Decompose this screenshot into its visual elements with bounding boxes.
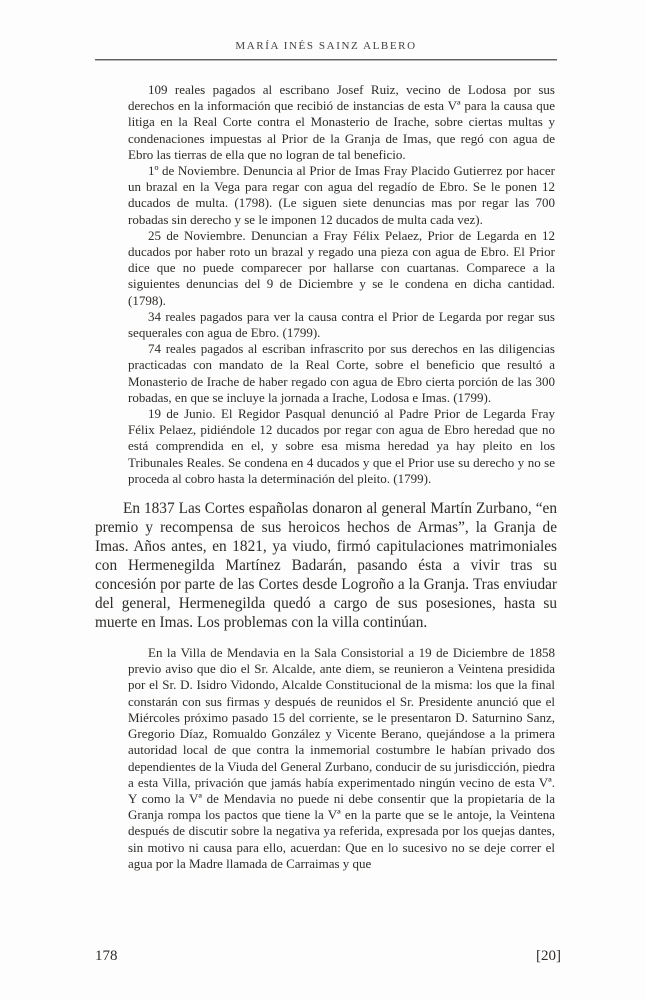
section-number: [20] [536, 948, 561, 964]
quote-paragraph: 109 reales pagados al escribano Josef Ruiz, vecino de Lodosa por sus derechos en la información que recibió de instancias de esta Vª para la causa que litiga en la Real Corte contra el Monasterio de Irache, sobre ciertas multas y condenaciones impuestas al Prior de la Granja de Imas, que regó con agua de Ebro las tierras de ella que no logran de tal beneficio. [128, 82, 555, 162]
page-footer [95, 948, 561, 965]
quote-paragraph: 34 reales pagados para ver la causa contra el Prior de Legarda por regar sus sequerales con agua de Ebro. (1799). [128, 308, 555, 341]
quote-block-1 [128, 82, 555, 487]
text-column [95, 40, 557, 872]
header-rule [95, 59, 557, 61]
running-header-title: MARÍA INÉS SAINZ ALBERO [235, 40, 417, 52]
quote-paragraph: En la Villa de Mendavia en la Sala Consistorial a 19 de Diciembre de 1858 previo aviso que dio el Sr. Alcalde, ante diem, se reunieron a Veintena presidida por el Sr. D. Isidro Vidondo, Alcalde Constitucional de la misma: los que la final constarán con sus firmas y después de reunidos el Sr. Presidente anunció que el Miércoles próximo pasado 15 del corriente, se le presentaron D. Saturnino Sanz, Gregorio Díaz, Romualdo González y Vicente Berano, quejándose a la primera autoridad local de que contra la inmemorial costumbre le habían privado dos dependientes de la Viuda del General Zurbano, conducir de su jurisdicción, piedra a esta Villa, privación que jamás había experimentado ningún vecino de esta Vª. Y como la Vª de Mendavia no puede ni debe consentir que la propietaria de la Granja rompa los pactos que tiene la Vª en la parte que se le antoje, la Veintena después de discutir sobre la negativa ya referida, expresada por los quejas dantes, sin motivo ni causa para ello, acuerdan: Que en lo sucesivo no se deje correr el agua por la Madre llamada de Carraimas y que [128, 645, 555, 871]
quote-paragraph: 74 reales pagados al escriban infrascrito por sus derechos en las diligencias practicadas con mandato de la Real Corte, sobre el beneficio que resultó a Monasterio de Irache de haber regado con agua de Ebro cierta porción de las 300 robadas, en que se incluye la jornada a Irache, Lodosa e Imas. (1799). [128, 341, 555, 405]
quote-paragraph: 25 de Noviembre. Denuncian a Fray Félix Pelaez, Prior de Legarda en 12 ducados por haber roto un brazal y regado una pieza con agua de Ebro. El Prior dice que no puede comparecer por hallarse con cuartanas. Comparece a la siguientes denuncias del 9 de Diciembre y se le condena en dicha cantidad. (1798). [128, 227, 555, 308]
quote-paragraph: 1º de Noviembre. Denuncia al Prior de Imas Fray Placido Gutierrez por hacer un brazal en la Vega para regar con agua del regadío de Ebro. Se le ponen 12 ducados de multa. (1798). (Le siguen siete denuncias mas por regar las 700 robadas sin derecho y se le imponen 12 ducados de multa cada vez). [128, 163, 555, 227]
quote-block-2 [128, 645, 555, 872]
quote-paragraph: 19 de Junio. El Regidor Pasqual denunció al Padre Prior de Legarda Fray Félix Pelaez, pidiéndole 12 ducados por regar con agua de Ebro heredad que no está comprendida en el, y sobre esa misma heredad ya hay pleito en los Tribunales Reales. Se condena en 4 ducados y que el Prior use su derecho y no se proceda al cobro hasta la determinación del pleito. (1799). [128, 406, 555, 486]
page-number: 178 [95, 948, 118, 964]
body-paragraph: En 1837 Las Cortes españolas donaron al general Martín Zurbano, “en premio y recompensa de sus heroicos hechos de Armas”, la Granja de Imas. Años antes, en 1821, ya viudo, firmó capitulaciones matrimoniales con Hermenegilda Martínez Badarán, pasando ésta a vivir tras su concesión por parte de las Cortes desde Logroño a la Granja. Tras enviudar del general, Hermenegilda quedó a cargo de sus posesiones, hasta su muerte en Imas. Los problemas con la villa continúan. [95, 500, 557, 632]
